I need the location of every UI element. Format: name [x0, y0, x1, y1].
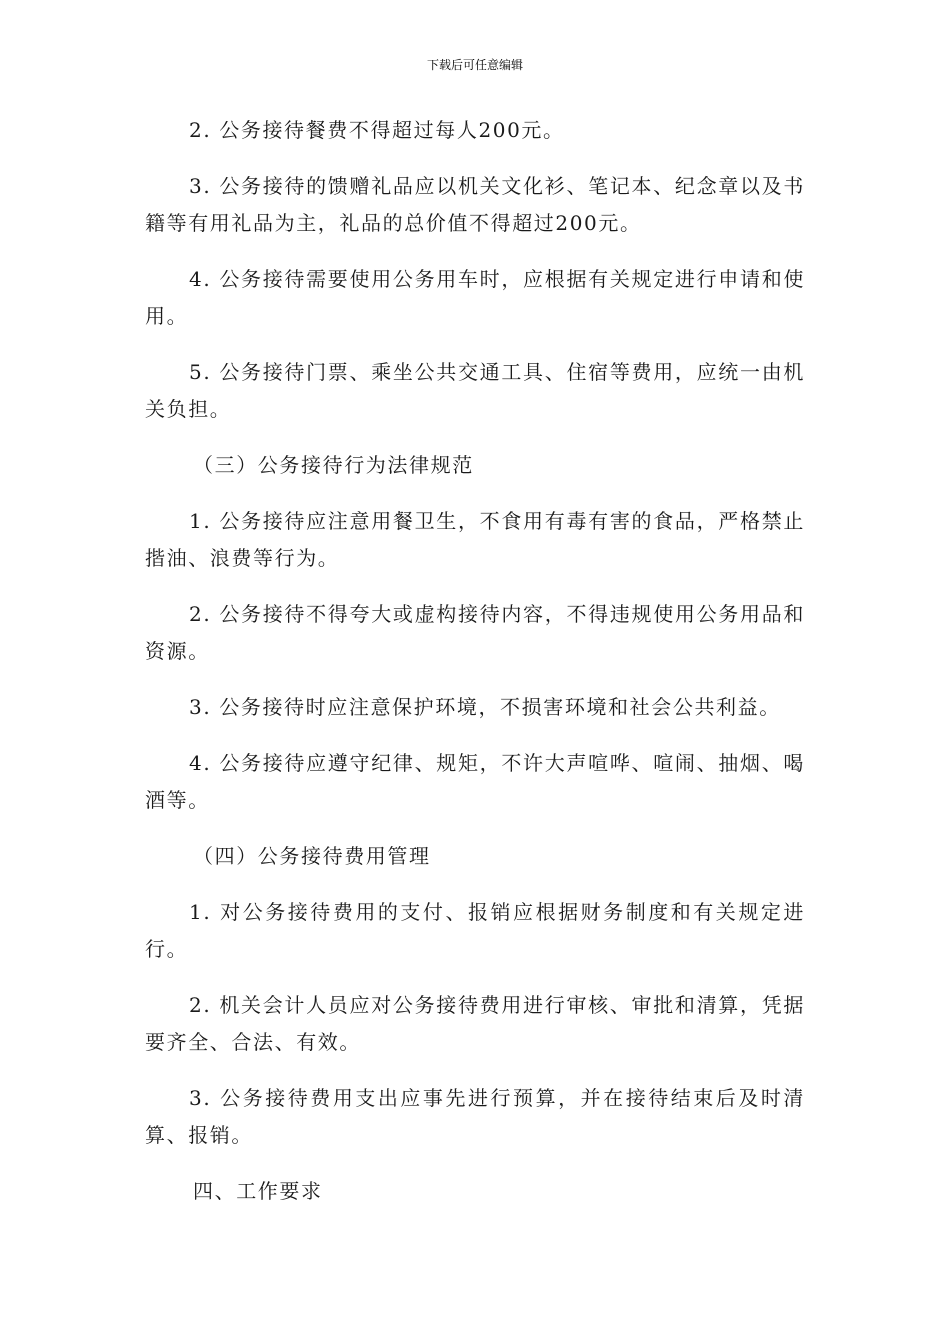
paragraph-discipline: 4. 公务接待应遵守纪律、规矩，不许大声喧哗、喧闹、抽烟、喝酒等。 — [145, 751, 805, 812]
paragraph-environment: 3. 公务接待时应注意保护环境，不损害环境和社会公共利益。 — [189, 695, 781, 719]
paragraph-meal-cost: 2. 公务接待餐费不得超过每人200元。 — [189, 118, 565, 142]
document-body — [145, 112, 805, 1229]
paragraph-vehicle: 4. 公务接待需要使用公务用车时，应根据有关规定进行申请和使用。 — [145, 267, 805, 328]
page-header: 下载后可任意编辑 — [426, 58, 523, 72]
paragraph-tickets-lodging: 5. 公务接待门票、乘坐公共交通工具、住宿等费用，应统一由机关负担。 — [145, 360, 805, 421]
paragraph-payment-reimbursement: 1. 对公务接待费用的支付、报销应根据财务制度和有关规定进行。 — [145, 900, 805, 961]
paragraph-hygiene: 1. 公务接待应注意用餐卫生，不食用有毒有害的食品，严格禁止揩油、浪费等行为。 — [145, 509, 805, 570]
paragraph-gifts: 3. 公务接待的馈赠礼品应以机关文化衫、笔记本、纪念章以及书籍等有用礼品为主，礼品的总价值不得超过200元。 — [145, 174, 805, 235]
section-heading-work-requirements: 四、工作要求 — [193, 1179, 323, 1203]
paragraph-no-exaggeration: 2. 公务接待不得夸大或虚构接待内容，不得违规使用公务用品和资源。 — [145, 602, 805, 663]
paragraph-budget: 3. 公务接待费用支出应事先进行预算，并在接待结束后及时清算、报销。 — [145, 1086, 805, 1147]
section-heading-cost-management: （四）公务接待费用管理 — [193, 844, 431, 868]
section-heading-conduct: （三）公务接待行为法律规范 — [193, 453, 474, 477]
paragraph-accounting-review: 2. 机关会计人员应对公务接待费用进行审核、审批和清算，凭据要齐全、合法、有效。 — [145, 993, 805, 1054]
